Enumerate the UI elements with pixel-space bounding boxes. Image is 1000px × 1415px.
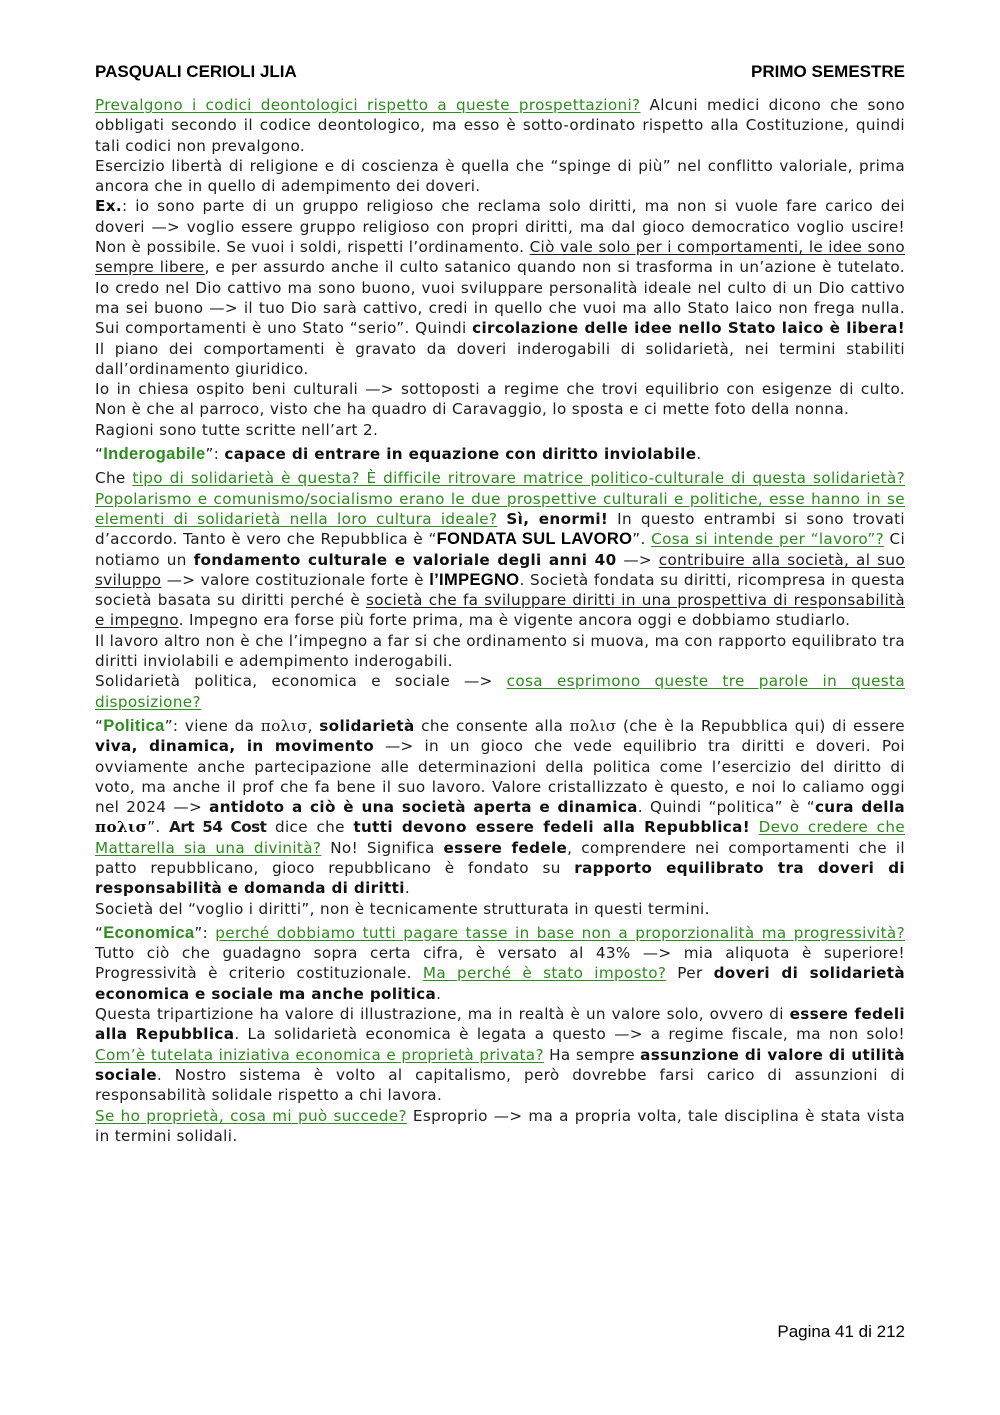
paragraph-esempio	[95, 196, 905, 379]
bold-text: solidarietà	[319, 716, 415, 735]
question-link: Devo credere che Mattarella sia una divinità?	[95, 818, 906, 857]
paragraph-text: : io sono parte di un gruppo religioso che reclama solo diritti, ma non si vuole fare carico dei doveri —> voglio essere gruppo religioso con propri diritti, ma dal gioco democratico voglio uscire! Non è possibile. Se vuoi i soldi, rispetti l’ordinamento.	[95, 197, 905, 257]
paragraph-voglio-diritti: Società del “voglio i diritti”, non è tecnicamente strutturata in questi termini.	[95, 899, 710, 918]
heading-politica	[95, 716, 905, 899]
bold-text: essere fedele	[443, 838, 568, 857]
paragraph-solidarieta-lavoro	[95, 468, 905, 630]
emphasis-text: FONDATA SUL LAVORO	[436, 530, 633, 549]
bold-text: fondamento culturale e valoriale degli anni 40	[193, 550, 617, 569]
bold-text: Sì, enormi!	[506, 509, 609, 528]
paragraph-text: —> valore costituzionale forte è	[161, 570, 430, 589]
bold-text: cura della	[814, 798, 905, 817]
paragraph-text: ”:	[194, 923, 216, 942]
bold-text: rapporto equilibrato tra doveri di responsabilità e domanda di diritti	[95, 858, 905, 898]
paragraph-text: ,	[307, 716, 320, 735]
header-semester: PRIMO SEMESTRE	[751, 62, 905, 81]
example-label: Ex.	[95, 197, 122, 216]
bold-text: tutti devono essere fedeli alla Repubblica!	[353, 818, 751, 837]
paragraph-text: . Società fondata su diritti, ricompresa in questa società basata su diritti perché è	[95, 570, 905, 610]
paragraph-text: Solidarietà politica, economica e sociale —>	[95, 672, 507, 691]
quote-mark: ”:	[205, 445, 225, 464]
question-link: Se ho proprietà, cosa mi può succede?	[95, 1106, 407, 1125]
question-link: Ma perché è stato imposto?	[422, 964, 667, 983]
punctuation: .	[404, 879, 411, 898]
paragraph-esproprio	[95, 1106, 905, 1147]
paragraph-text: Che	[95, 469, 133, 488]
paragraph-text: Il piano dei comportamenti è gravato da doveri inderogabili di solidarietà, nei termini stabiliti dall’ordinamento giuridico.	[95, 339, 905, 378]
bold-text: antidoto a ciò è una società aperta e dinamica	[209, 798, 638, 817]
quote-mark: “	[95, 923, 104, 942]
paragraph-text: , e per assurdo anche il culto satanico quando non si trasforma in un’azione è tutelato. Io credo nel Dio cattivo ma sono buono, vuoi sviluppare personalità ideale nel culto di un Dio cattivo ma sei buono —> il tuo Dio sarà cattivo, credi in quello che vuoi ma allo Stato laico non frega nulla. Sui comportamenti è uno Stato “serio”. Quindi	[95, 258, 905, 338]
paragraph-art2: Ragioni sono tutte scritte nell’art 2.	[95, 420, 379, 439]
paragraph-text: Esproprio —> ma a propria volta, tale disciplina è stata vista in termini solidali.	[95, 1106, 905, 1145]
question-link: cosa esprimono queste tre parole in questa disposizione?	[95, 672, 905, 711]
paragraph-text	[750, 818, 759, 836]
question-link: Prevalgono i codici deontologici rispetto a queste prospettazioni?	[95, 96, 641, 114]
section-heading: Politica	[103, 716, 165, 735]
section-heading: Economica	[103, 923, 195, 942]
paragraph-text: Tutto ciò che guadagno sopra certa cifra, è versato al 43% —> mia aliquota è superiore! Progressività è criterio costituzionale.	[95, 944, 905, 983]
heading-inderogabile	[95, 444, 905, 464]
bold-text: viva, dinamica, in movimento	[95, 737, 375, 756]
paragraph-text: ”.	[147, 818, 170, 837]
paragraph-text: ”.	[632, 530, 652, 549]
greek-word: πολισ	[95, 818, 148, 837]
punctuation: .	[436, 984, 442, 1003]
paragraph-text: —>	[616, 550, 659, 569]
emphasis-text: l’IMPEGNO	[429, 570, 520, 589]
underlined-text: società che fa sviluppare diritti in una prospettiva di responsabilità e impegno	[95, 591, 905, 630]
paragraph-text: . Nostro sistema è volto al capitalismo, però dovrebbe farsi carico di assunzioni di responsabilità solidale rispetto a chi lavora.	[95, 1065, 905, 1105]
paragraph-text: Per	[666, 964, 714, 983]
quote-mark: “	[95, 445, 104, 464]
paragraph-tre-parole	[95, 671, 905, 712]
bold-text: essere fedeli alla Repubblica	[95, 1005, 905, 1044]
paragraph-text: . Impegno era forse più forte prima, ma è vigente ancora oggi e dobbiamo studiarlo.	[178, 611, 851, 630]
paragraph-text: . Quindi “politica” è “	[637, 798, 815, 817]
bold-text: doveri di solidarietà economica e sociale ma anche politica	[95, 964, 905, 1003]
question-link: tipo di solidarietà è questa? È difficile ritrovare matrice politico-culturale di questa solidarietà? Popolarismo e comunismo/socialismo erano le due prospettive culturali e politiche, esse hanno in se elementi di solidarietà nella loro cultura ideale?	[95, 469, 905, 528]
bold-text: circolazione delle idee nello Stato laico è libera!	[472, 319, 905, 338]
paragraph-beni-culturali: Io in chiesa ospito beni culturali —> sottoposti a regime che trovi equilibrio con esigenze di culto. Non è che al parroco, visto che ha quadro di Caravaggio, lo sposta e ci mette foto della nonna.	[95, 380, 905, 419]
paragraph-text: —> in un gioco che vede equilibrio tra diritti e doveri. Poi ovviamente anche partecipazione alle determinazioni della politica come l’esercizio del diritto di voto, ma anche il prof che fa bene il suo lavoro. Valore cristallizzato è questo, e noi lo caliamo oggi nel 2024 —>	[95, 737, 905, 817]
question-link: Cosa si intende per “lavoro”?	[651, 530, 885, 549]
document-body	[95, 95, 905, 1146]
question-link: Com’è tutelata iniziativa economica e proprietà privata?	[95, 1045, 544, 1064]
paragraph-text: In questo entrambi si sono trovati d’accordo. Tanto è vero che Repubblica è “	[95, 509, 905, 549]
punctuation: .	[696, 445, 702, 464]
paragraph-text: . La solidarietà economica è legata a questo —> a regime fiscale, ma non solo!	[234, 1025, 905, 1044]
underlined-text: Ciò vale solo per i comportamenti, le idee sono sempre libere	[95, 238, 905, 277]
paragraph-lavoro-impegno: Il lavoro altro non è che l’impegno a far si che ordinamento si muova, ma con rapporto equilibrato tra diritti inviolabili e adempimento inderogabili.	[95, 631, 905, 671]
paragraph-text: ”: viene da	[164, 716, 261, 735]
paragraph-liberta-religione: Esercizio libertà di religione e di coscienza è quella che “spinge di più” nel conflitto valoriale, prima ancora che in quello di adempimento dei doveri.	[95, 156, 905, 196]
bold-text: capace di entrare in equazione con diritto inviolabile	[224, 445, 697, 464]
page-header	[95, 60, 905, 86]
paragraph-text: che consente alla	[414, 716, 570, 735]
greek-word: πολισ	[260, 716, 308, 735]
bold-text: assunzione di valore di utilità sociale	[95, 1045, 905, 1084]
greek-word: πολισ	[569, 716, 617, 735]
paragraph-text: Ha sempre	[543, 1045, 641, 1064]
paragraph-text: Questa tripartizione ha valore di illustrazione, ma in realtà è un valore solo, ovvero di	[95, 1005, 790, 1024]
paragraph-text: Ci notiamo un	[95, 530, 906, 569]
page-number: Pagina 41 di 212	[777, 1322, 905, 1341]
question-link: perché dobbiamo tutti pagare tasse in base non a proporzionalità ma progressività?	[215, 923, 905, 942]
paragraph-text: No! Significa	[321, 838, 444, 857]
heading-economica	[95, 923, 905, 1004]
header-author: PASQUALI CERIOLI JLIA	[95, 62, 297, 81]
paragraph-tripartizione	[95, 1004, 905, 1105]
paragraph-codici-deontologici	[95, 95, 905, 156]
paragraph-text: dice che	[266, 818, 354, 837]
quote-mark: “	[95, 716, 104, 735]
paragraph-text: , comprendere nei comportamenti che il patto repubblicano, gioco repubblicano è fondato su	[95, 838, 905, 877]
paragraph-text: Alcuni medici dicono che sono obbligati secondo il codice deontologico, ma esso è sotto-ordinato rispetto alla Costituzione, quindi tali codici non prevalgono.	[95, 96, 905, 155]
paragraph-text: (che è la Repubblica qui) di essere	[616, 716, 905, 735]
section-heading: Inderogabile	[103, 445, 206, 464]
underlined-text: contribuire alla società, al suo sviluppo	[95, 550, 905, 589]
article-reference: Art 54 Cost	[169, 818, 267, 837]
